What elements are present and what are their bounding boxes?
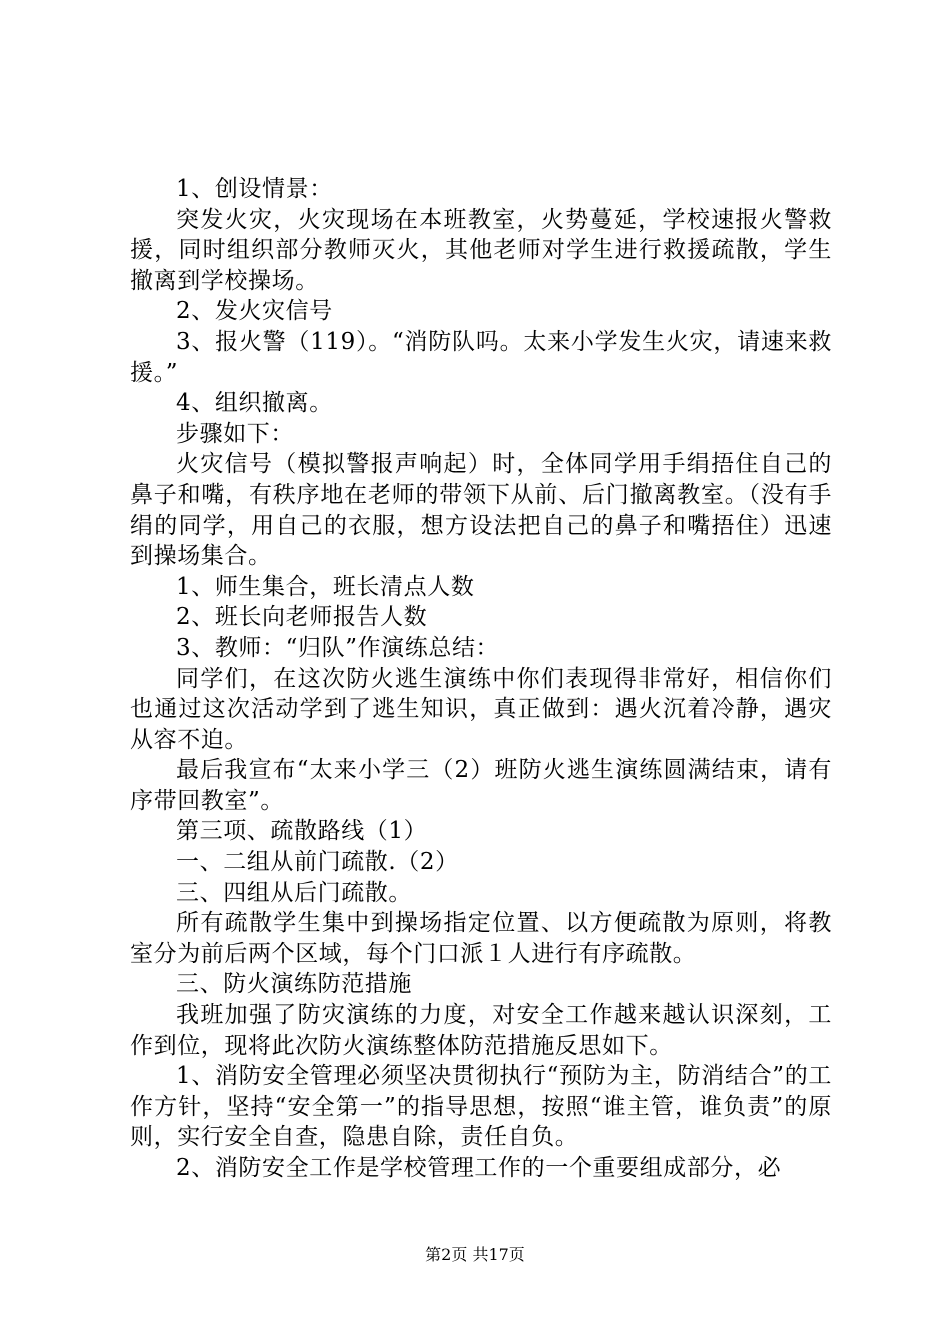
document-body [130, 174, 832, 1184]
paragraph-measures-intro: 我班加强了防灾演练的力度，对安全工作越来越认识深刻，工作到位，现将此次防火演练整体防范措施反思如下。 [130, 1002, 832, 1059]
paragraph-route-heading: 第三项、疏散路线（1） [176, 818, 428, 845]
paragraph-teacher-summary: 3、教师：“归队”作演练总结： [176, 634, 500, 661]
paragraph-route-back: 三、四组从后门疏散。 [176, 879, 412, 906]
paragraph-report-count: 2、班长向老师报告人数 [176, 604, 428, 631]
paragraph-route-front: 一、二组从前门疏散.（2） [176, 849, 459, 876]
paragraph-measure-2: 2、消防安全工作是学校管理工作的一个重要组成部分，必 [176, 1155, 782, 1181]
paragraph-closing: 最后我宣布“太来小学三（2）班防火逃生演练圆满结束，请有序带回教室”。 [130, 757, 832, 814]
paragraph-scenario-text: 突发火灾，火灾现场在本班教室，火势蔓延，学校速报火警救援，同时组织部分教师灭火，其他老师对学生进行救援疏散，学生撤离到学校操场。 [130, 206, 832, 294]
paragraph-measures-heading: 三、防火演练防范措施 [176, 971, 412, 998]
paragraph-route-text: 所有疏散学生集中到操场指定位置、以方便疏散为原则，将教室分为前后两个区域，每个门口派１人进行有序疏散。 [130, 910, 832, 967]
paragraph-summary-text: 同学们，在这次防火逃生演练中你们表现得非常好，相信你们也通过这次活动学到了逃生知识，真正做到：遇火沉着冷静，遇灾从容不迫。 [130, 665, 832, 753]
paragraph-assemble: 1、师生集合，班长清点人数 [176, 573, 475, 600]
paragraph-fire-signal: 2、发火灾信号 [176, 298, 333, 325]
paragraph-report-fire: 3、报火警（119）。“消防队吗。太来小学发生火灾，请速来救援。” [130, 328, 832, 386]
page-number-label: 第2页 共17页 [425, 1245, 525, 1264]
paragraph-evacuation: 4、组织撤离。 [176, 390, 333, 417]
paragraph-scenario-heading: 1、创设情景： [176, 176, 333, 202]
paragraph-steps-heading: 步骤如下： [176, 420, 294, 447]
paragraph-measure-1: 1、消防安全管理必须坚决贯彻执行“预防为主，防消结合”的工作方针，坚持“安全第一”的指导思想，按照“谁主管，谁负责”的原则，实行安全自查，隐患自除，责任自负。 [130, 1063, 832, 1151]
paragraph-steps-text: 火灾信号（模拟警报声响起）时，全体同学用手绢捂住自己的鼻子和嘴，有秩序地在老师的带领下从前、后门撤离教室。（没有手绢的同学，用自己的衣服，想方设法把自己的鼻子和嘴捂住）迅速到操场集合。 [130, 451, 832, 570]
page-footer [0, 1245, 950, 1265]
